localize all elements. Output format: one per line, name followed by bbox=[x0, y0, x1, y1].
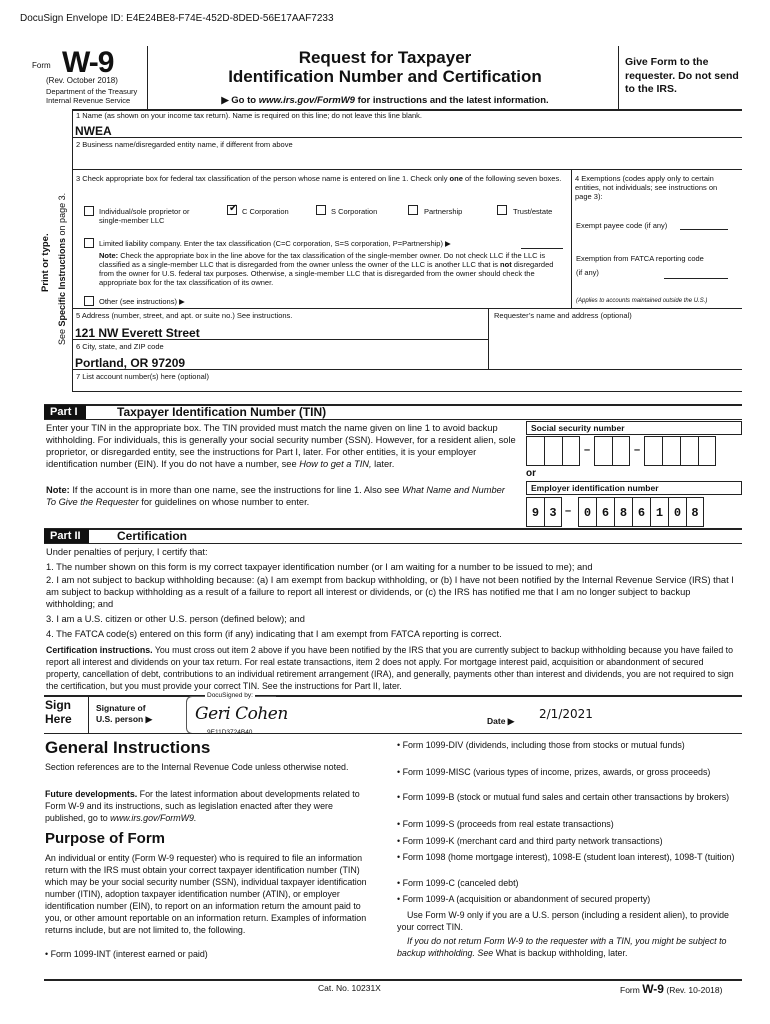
future-developments: Future developments. For the latest information about developments related to Form W-9 and its instructions, such as legislation enacted after they were published, go to www.irs.gov/FormW9. bbox=[45, 789, 360, 823]
city-state-zip-field[interactable]: Portland, OR 97209 bbox=[75, 356, 186, 370]
ein-label: Employer identification number bbox=[526, 481, 742, 495]
form-1099-a: • Form 1099-A (acquisition or abandonment of secured property) bbox=[397, 894, 651, 904]
form-word: Form bbox=[32, 61, 51, 70]
date-field[interactable]: 2/1/2021 bbox=[539, 707, 593, 721]
part1-instructions: Enter your TIN in the appropriate box. The TIN provided must match the name given on line 1 to avoid backup withholding. For individuals, this is generally your social security number (SSN). However, for a resident alien, sole proprietor, or disregarded entity, see the instructions for Part I, later. For other entities, it is your employer identification number (EIN). If you do not have a number, see How to get a TIN, later. bbox=[46, 423, 516, 469]
signature[interactable]: Geri Cohen bbox=[195, 704, 288, 724]
partnership-checkbox[interactable] bbox=[408, 205, 418, 215]
date-label: Date ▶ bbox=[487, 716, 515, 726]
individual-checkbox[interactable] bbox=[84, 206, 94, 216]
irs-name: Internal Revenue Service bbox=[46, 96, 131, 105]
ssn-digit-box[interactable] bbox=[698, 436, 716, 466]
cert-item-2: 2. I am not subject to backup withholding because: (a) I am exempt from backup withholding, or (b) I have not been notified by the Internal Revenue Service (IRS) that I am subject to backup withholding as a result of a failure to report all interest or dividends, or (c) the IRS has notified me that I am no longer subject to backup withholding; and bbox=[46, 575, 734, 609]
line3-label: 3 Check appropriate box for federal tax classification of the person whose name is entered on line 1. Check only one of the following seven boxes. bbox=[76, 174, 562, 183]
form-1099-k: • Form 1099-K (merchant card and third party network transactions) bbox=[397, 836, 663, 846]
part2-tag: Part II bbox=[44, 529, 89, 543]
form-1098: • Form 1098 (home mortgage interest), 1098-E (student loan interest), 1098-T (tuition) bbox=[397, 852, 735, 862]
part2-title: Certification bbox=[117, 529, 188, 543]
line2-label: 2 Business name/disregarded entity name, if different from above bbox=[76, 140, 293, 149]
signature-label-1: Signature of bbox=[96, 703, 146, 713]
use-form-w9: Use Form W-9 only if you are a U.S. person (including a resident alien), to provide your correct TIN. bbox=[397, 910, 729, 932]
section-references: Section references are to the Internal Revenue Code unless otherwise noted. bbox=[45, 762, 349, 772]
purpose-text: An individual or entity (Form W-9 requester) who is required to file an information return with the IRS must obtain your correct taxpayer identification number (TIN) which may be your social security number (SSN), individual taxpayer identification number (ITIN), adoption taxpayer identification number (ATIN), or employer identification number (EIN), to report on an information return the amount paid to you, or other amount reportable on an information return. Examples of information returns include, but are not limited to, the following. bbox=[45, 853, 367, 935]
ein-digit[interactable]: 8 bbox=[686, 497, 704, 527]
form-1099-misc: • Form 1099-MISC (various types of income, prizes, awards, or gross proceeds) bbox=[397, 767, 711, 777]
signature-label-2: U.S. person ▶ bbox=[96, 714, 153, 724]
goto-instructions: ▶ Go to www.irs.gov/FormW9 for instructions and the latest information. bbox=[221, 95, 549, 106]
form-number: W-9 bbox=[62, 46, 114, 79]
backup-withholding-note: If you do not return Form W-9 to the requester with a TIN, you might be subject to backup withholding. See What is backup withholding, later. bbox=[397, 936, 727, 958]
ssn-digit-box[interactable] bbox=[526, 436, 544, 466]
llc-classification-field[interactable] bbox=[521, 248, 563, 249]
ssn-digit-box[interactable] bbox=[680, 436, 698, 466]
certification-instructions: Certification instructions. You must cross out item 2 above if you have been notified by the IRS that you are currently subject to backup withholding because you have failed to report all interest and dividends on your tax return. For real estate transactions, item 2 does not apply. For mortgage interest paid, acquisition or abandonment of secured property, cancellation of debt, contributions to an individual retirement arrangement (IRA), and generally, payments other than interest and dividends, you are not required to sign the certification, but you must provide your correct TIN. See the instructions for Part II, later. bbox=[46, 645, 734, 691]
see-specific-instructions: See Specific Instructions on page 3. bbox=[57, 192, 67, 345]
line1-label: 1 Name (as shown on your income tax return). Name is required on this line; do not leave this line blank. bbox=[76, 111, 423, 120]
fatca-field[interactable] bbox=[664, 278, 728, 279]
requester-label: Requester’s name and address (optional) bbox=[494, 311, 632, 320]
ssn-digit-box[interactable] bbox=[644, 436, 662, 466]
name-field[interactable]: NWEA bbox=[75, 124, 112, 138]
form-1099-b: • Form 1099-B (stock or mutual fund sales and certain other transactions by brokers) bbox=[397, 792, 730, 802]
c-corporation-checkbox[interactable] bbox=[227, 205, 237, 215]
ein-digit[interactable]: 0 bbox=[668, 497, 686, 527]
purpose-heading: Purpose of Form bbox=[45, 830, 166, 847]
irs-url-link[interactable]: www.irs.gov/FormW9. bbox=[110, 813, 197, 823]
ssn-digit-box[interactable] bbox=[662, 436, 680, 466]
address-field[interactable]: 121 NW Everett Street bbox=[75, 326, 200, 340]
ssn-dash: – bbox=[584, 444, 591, 456]
line7-label: 7 List account number(s) here (optional) bbox=[76, 372, 209, 381]
form-title-2: Identification Number and Certification bbox=[228, 67, 542, 86]
s-corporation-label: S Corporation bbox=[331, 207, 378, 216]
s-corporation-checkbox[interactable] bbox=[316, 205, 326, 215]
part1-tag: Part I bbox=[44, 405, 86, 419]
ein-dash: – bbox=[565, 505, 572, 517]
ssn-dash: – bbox=[634, 444, 641, 456]
form-1099-s: • Form 1099-S (proceeds from real estate transactions) bbox=[397, 819, 614, 829]
business-name-field[interactable] bbox=[75, 152, 735, 166]
give-form-note: Give Form to the requester. Do not send to the IRS. bbox=[625, 56, 739, 95]
line4-label: 4 Exemptions (codes apply only to certain entities, not individuals; see instructions on page 3): bbox=[575, 174, 718, 201]
line5-label: 5 Address (number, street, and apt. or suite no.) See instructions. bbox=[76, 311, 293, 320]
cert-item-3: 3. I am a U.S. citizen or other U.S. person (defined below); and bbox=[46, 614, 305, 624]
part1-title: Taxpayer Identification Number (TIN) bbox=[117, 405, 327, 419]
ein-digit[interactable]: 9 bbox=[526, 497, 544, 527]
ein-digit[interactable]: 3 bbox=[544, 497, 562, 527]
revision: (Rev. October 2018) bbox=[46, 76, 118, 85]
ssn-label: Social security number bbox=[526, 421, 742, 435]
line6-label: 6 City, state, and ZIP code bbox=[76, 342, 164, 351]
ssn-digit-box[interactable] bbox=[594, 436, 612, 466]
print-or-type: Print or type. bbox=[40, 233, 51, 292]
trust-estate-label: Trust/estate bbox=[513, 207, 553, 216]
perjury-intro: Under penalties of perjury, I certify that: bbox=[46, 547, 208, 557]
envelope-id: DocuSign Envelope ID: E4E24BE8-F74E-452D-8DED-56E17AAF7233 bbox=[20, 13, 334, 24]
department: Department of the Treasury bbox=[46, 87, 138, 96]
ssn-digit-box[interactable] bbox=[562, 436, 580, 466]
form-1099-div: • Form 1099-DIV (dividends, including those from stocks or mutual funds) bbox=[397, 740, 685, 750]
sign-here-label: Sign Here bbox=[45, 698, 72, 726]
individual-label: Individual/sole proprietor or single-member LLC bbox=[99, 207, 190, 225]
ein-digit[interactable]: 8 bbox=[614, 497, 632, 527]
exempt-payee-label: Exempt payee code (if any) bbox=[576, 221, 668, 230]
form-1099-c: • Form 1099-C (canceled debt) bbox=[397, 878, 519, 888]
trust-estate-checkbox[interactable] bbox=[497, 205, 507, 215]
exempt-payee-field[interactable] bbox=[680, 229, 728, 230]
catalog-number: Cat. No. 10231X bbox=[318, 983, 381, 993]
fatca-label: Exemption from FATCA reporting code (if any) bbox=[576, 254, 704, 277]
part1-note: Note: If the account is in more than one name, see the instructions for line 1. Also see What Name and Number To Give the Requester for guidelines on whose number to enter. bbox=[46, 485, 505, 507]
docusign-id: 9E11D3724B40... bbox=[207, 729, 258, 736]
other-label: Other (see instructions) ▶ bbox=[99, 297, 185, 306]
ein-digit[interactable]: 0 bbox=[578, 497, 596, 527]
applies-note: (Applies to accounts maintained outside the U.S.) bbox=[576, 298, 708, 304]
form-title-1: Request for Taxpayer bbox=[298, 48, 472, 67]
llc-checkbox[interactable] bbox=[84, 238, 94, 248]
account-numbers-field[interactable] bbox=[72, 391, 742, 392]
cert-item-1: 1. The number shown on this form is my correct taxpayer identification number (or I am waiting for a number to be issued to me); and bbox=[46, 562, 593, 572]
ssn-digit-box[interactable] bbox=[612, 436, 630, 466]
general-instructions-heading: General Instructions bbox=[45, 738, 211, 757]
or-label: or bbox=[526, 468, 536, 479]
form-1099-int: • Form 1099-INT (interest earned or paid) bbox=[45, 949, 208, 959]
ein-digit[interactable]: 6 bbox=[596, 497, 614, 527]
irs-url[interactable]: www.irs.gov/FormW9 bbox=[258, 95, 355, 106]
c-corporation-label: C Corporation bbox=[242, 207, 289, 216]
footer-form-id: Form W-9 (Rev. 10-2018) bbox=[620, 982, 723, 996]
partnership-label: Partnership bbox=[424, 207, 463, 216]
docusigned-by: DocuSigned by: bbox=[207, 692, 253, 699]
llc-note: Note: Check the appropriate box in the line above for the tax classification of the single-member owner. Do not check LLC if the LLC is classified as a single-member LLC that is disregarded from the owner unless the owner of the LLC is another LLC that is not disregarded from the owner for U.S. federal tax purposes. Otherwise, a single-member LLC that is disregarded from the owner should check the appropriate box for the tax classification of its owner. bbox=[99, 251, 554, 287]
other-checkbox[interactable] bbox=[84, 296, 94, 306]
ein-digit[interactable]: 1 bbox=[650, 497, 668, 527]
ein-digit[interactable]: 6 bbox=[632, 497, 650, 527]
cert-item-4: 4. The FATCA code(s) entered on this form (if any) indicating that I am exempt from FATCA reporting is correct. bbox=[46, 629, 502, 639]
llc-label: Limited liability company. Enter the tax classification (C=C corporation, S=S corporation, P=Partnership) ▶ bbox=[99, 239, 451, 248]
ssn-digit-box[interactable] bbox=[544, 436, 562, 466]
